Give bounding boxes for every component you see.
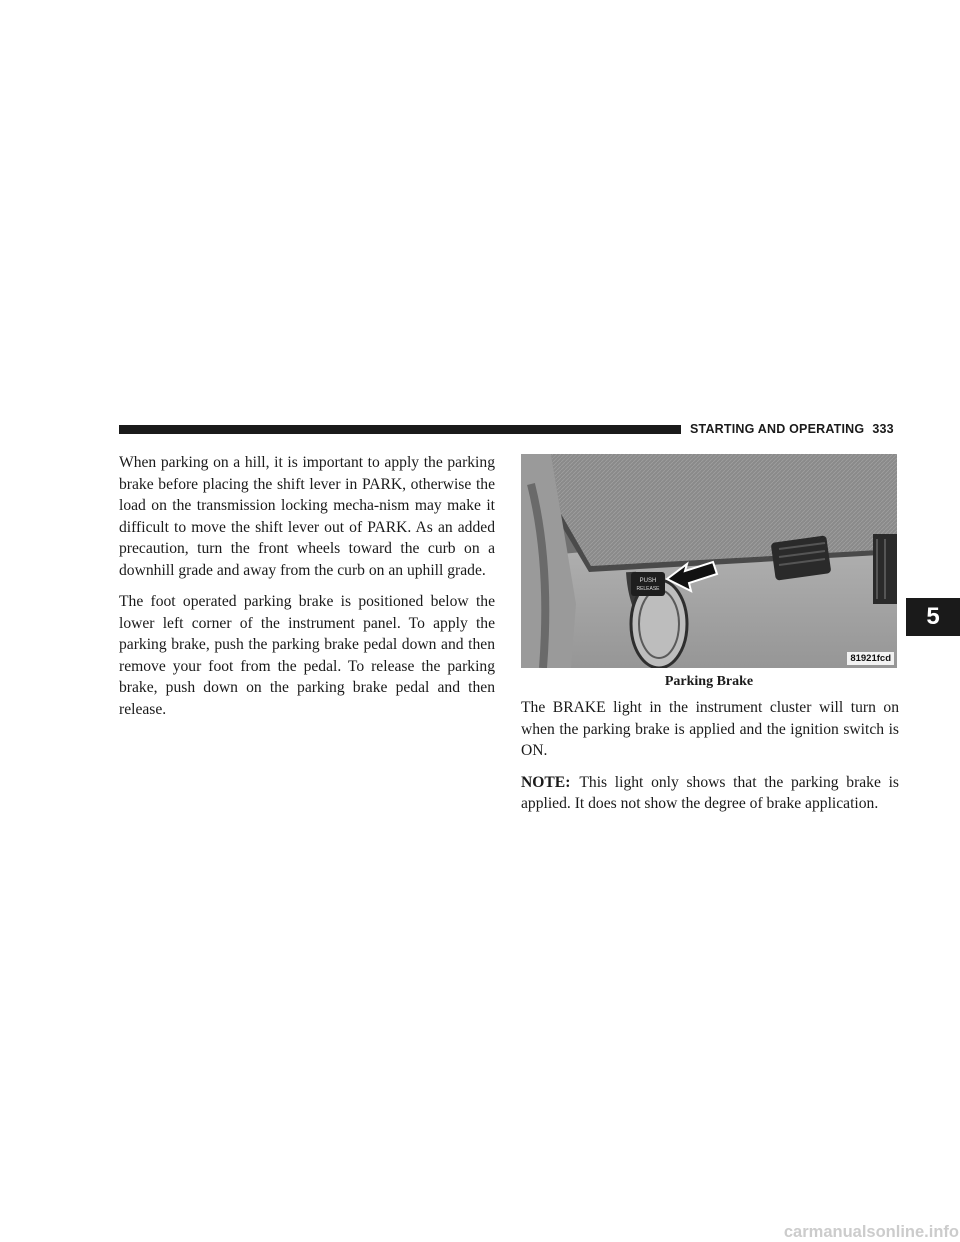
right-column [521, 697, 899, 825]
pedal-label-top: PUSH [639, 578, 657, 584]
note-text: This light only shows that the parking brake is applied. It does not show the degree of brake application. [521, 773, 899, 812]
chapter-tab: 5 [906, 598, 960, 636]
service-brake-pedal [771, 535, 832, 580]
parking-brake-photo [521, 454, 897, 668]
paragraph-brake-operation: The foot operated parking brake is positioned below the lower left corner of the instrument panel. To apply the parking brake, push the parking brake pedal down and then remove your foot from the pedal. To release the parking brake, push down on the parking brake pedal and then release. [119, 593, 495, 718]
watermark [0, 1222, 960, 1242]
paragraph-brake-light: The BRAKE light in the instrument cluster will turn on when the parking brake is applied and the ignition switch is ON. [521, 699, 899, 759]
figure-caption: Parking Brake [664, 674, 754, 689]
parking-brake-illustration [521, 454, 897, 668]
figure-code: 81921fcd [847, 652, 894, 665]
running-header [690, 422, 894, 436]
header-rule [119, 425, 681, 434]
paragraph-hill-parking: When parking on a hill, it is important to apply the parking brake before placing the shift lever in PARK, otherwise the load on the transmission locking mecha-nism may make it difficult to move the shift lever out of PARK. As an added precaution, turn the front wheels toward the curb on a downhill grade and away from the curb on an uphill grade. [119, 454, 495, 579]
note-paragraph [521, 772, 899, 815]
note-label: NOTE: [521, 773, 571, 791]
watermark-text: carmanualsonline.info [783, 1223, 959, 1241]
page-number: 333 [872, 422, 894, 436]
pedal-label-bottom: RELEASE [636, 586, 660, 592]
left-column [119, 452, 495, 730]
section-title: STARTING AND OPERATING [690, 422, 865, 436]
release-handle [631, 572, 665, 596]
instrument-panel [551, 454, 897, 566]
